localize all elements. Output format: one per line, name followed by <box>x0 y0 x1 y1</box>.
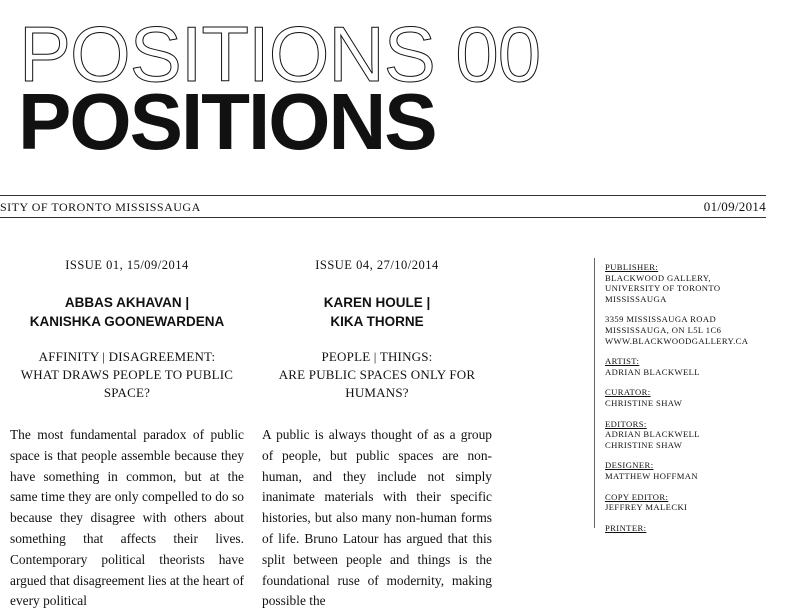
article-issue-04 <box>262 258 492 612</box>
colophon-line: MATTHEW HOFFMAN <box>605 470 698 481</box>
article-body: A public is always thought of as a group of people, but public spaces are non-human, and they include not simply inanimate materials with their specific histories, but also many non-human forms of life. Bruno Latour has argued that this split between people and things is the foundational ruse of modernity, making possible the <box>262 427 492 609</box>
article-body: The most fundamental paradox of public space is that people assemble because they have something in common, but at the same time they are only compelled to do so because they disagree with others about something that affects their lives. Contemporary political theorists have argued that disagreement lies at the heart of every political <box>10 427 244 609</box>
colophon-printer <box>605 523 795 534</box>
masthead-institution: SITY OF TORONTO MISSISSAUGA <box>0 200 201 214</box>
colophon-publisher <box>605 262 795 304</box>
topic-line: ARE PUBLIC SPACES ONLY FOR <box>278 367 476 382</box>
colophon-line: MISSISSAUGA, ON L5L 1C6 <box>605 324 722 335</box>
colophon-copy-editor <box>605 492 795 513</box>
colophon-curator <box>605 387 795 408</box>
article-topic <box>10 348 244 402</box>
colophon-website[interactable]: WWW.BLACKWOODGALLERY.CA <box>605 335 749 346</box>
issue-date: ISSUE 01, 15/09/2014 <box>65 258 189 272</box>
colophon-label: CURATOR: <box>605 387 651 398</box>
colophon-line: ADRIAN BLACKWELL <box>605 429 700 440</box>
colophon-address <box>605 314 795 346</box>
article-authors <box>262 293 492 331</box>
colophon-line: ADRIAN BLACKWELL <box>605 366 700 377</box>
colophon-label: PRINTER: <box>605 522 647 533</box>
colophon-label: ARTIST: <box>605 356 640 367</box>
colophon-editors <box>605 419 795 451</box>
article-topic <box>262 348 492 402</box>
colophon-line: UNIVERSITY OF TORONTO <box>605 283 721 294</box>
outline-title: POSITIONS 00 <box>19 10 541 98</box>
colophon-line: MISSISSAUGA <box>605 293 667 304</box>
issue-date: ISSUE 04, 27/10/2014 <box>315 258 439 272</box>
main-title: POSITIONS <box>18 77 436 166</box>
topic-line: AFFINITY | DISAGREEMENT: <box>38 349 216 364</box>
topic-line: SPACE? <box>103 385 151 400</box>
author-line: KIKA THORNE <box>330 314 424 329</box>
topic-line: HUMANS? <box>345 385 409 400</box>
masthead-bottom-rule <box>0 217 766 218</box>
topic-line: PEOPLE | THINGS: <box>321 349 433 364</box>
colophon-line: CHRISTINE SHAW <box>605 439 683 450</box>
author-line: KAREN HOULE | <box>323 295 431 310</box>
colophon-line: CHRISTINE SHAW <box>605 397 683 408</box>
colophon-label: PUBLISHER: <box>605 262 659 272</box>
colophon-line: 3359 MISSISSAUGA ROAD <box>605 314 717 325</box>
colophon-artist <box>605 356 795 377</box>
masthead-top-rule <box>0 195 766 196</box>
colophon-label: DESIGNER: <box>605 460 654 471</box>
article-issue-01 <box>10 258 244 612</box>
colophon-line: JEFFREY MALECKI <box>605 502 688 513</box>
masthead-date: 01/09/2014 <box>703 199 766 214</box>
colophon-divider <box>594 258 595 528</box>
topic-line: WHAT DRAWS PEOPLE TO PUBLIC <box>20 367 234 382</box>
colophon <box>605 262 795 543</box>
article-authors <box>10 293 244 331</box>
colophon-line: BLACKWOOD GALLERY, <box>605 272 711 283</box>
colophon-label: EDITORS: <box>605 418 647 429</box>
author-line: ABBAS AKHAVAN | <box>64 295 190 310</box>
author-line: KANISHKA GOONEWARDENA <box>29 314 225 329</box>
colophon-label: COPY EDITOR: <box>605 491 669 502</box>
colophon-designer <box>605 460 795 481</box>
